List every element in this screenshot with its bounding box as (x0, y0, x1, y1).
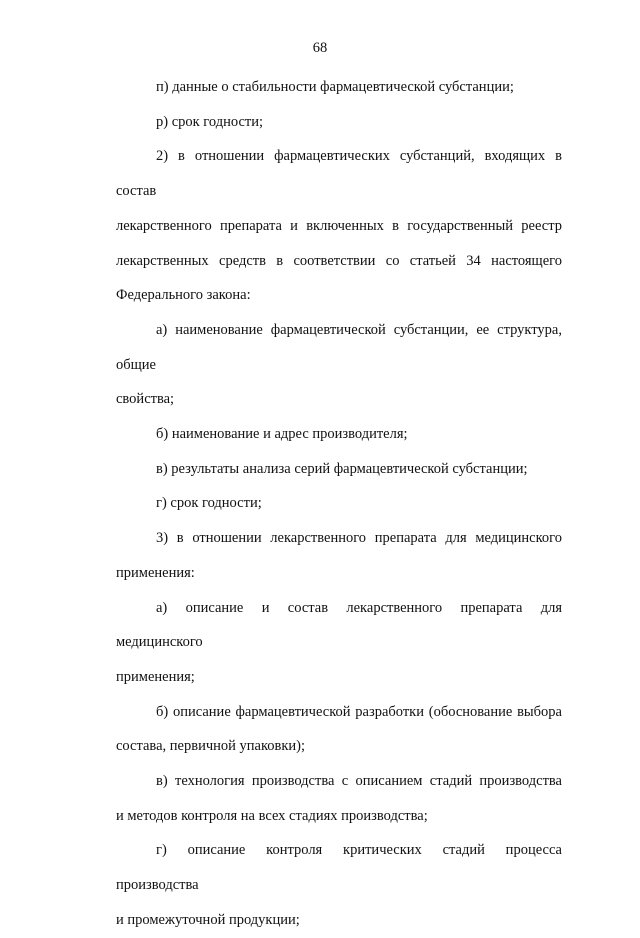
paragraph-line: б) описание фармацевтической разработки (обоснование выбора (156, 703, 562, 720)
paragraph-line: в) технология производства с описанием стадий производства (156, 773, 562, 790)
paragraph-line: в) результаты анализа серий фармацевтической субстанции; (156, 460, 528, 477)
paragraph-item-r (76, 105, 562, 140)
paragraph-line: р) срок годности; (156, 113, 264, 130)
paragraph-line: Федерального закона: (116, 287, 251, 304)
paragraph-line: лекарственных средств в соответствии со статьей 34 настоящего (116, 252, 562, 269)
paragraph-item-b (76, 695, 562, 764)
paragraph-line: а) описание и состав лекарственного препарата для медицинского (116, 599, 562, 651)
paragraph-line: 2) в отношении фармацевтических субстанций, входящих в состав (116, 148, 562, 200)
paragraph-item-v (76, 764, 562, 833)
paragraph-line: лекарственного препарата и включенных в государственный реестр (116, 217, 562, 234)
paragraph-line: п) данные о стабильности фармацевтической субстанции; (156, 79, 514, 95)
paragraph-item-b (76, 417, 562, 452)
page-number: 68 (312, 40, 328, 56)
paragraph-item-g (76, 486, 562, 521)
paragraph-line: 3) в отношении лекарственного препарата для медицинского (156, 530, 562, 547)
paragraph-item-v (76, 452, 562, 487)
paragraph-item-a (76, 591, 562, 695)
paragraph-line: состава, первичной упаковки); (116, 738, 306, 755)
paragraph-line: г) срок годности; (156, 495, 262, 512)
paragraph-line: г) описание контроля критических стадий процесса производства (116, 842, 562, 894)
paragraph-section-2 (76, 139, 562, 313)
paragraph-line: применения; (116, 668, 195, 685)
paragraph-item-a (76, 313, 562, 417)
paragraph-line: и методов контроля на всех стадиях производства; (116, 807, 428, 824)
paragraph-line: и промежуточной продукции; (116, 911, 300, 928)
paragraph-section-3 (76, 521, 562, 590)
paragraph-line: применения: (116, 564, 195, 581)
paragraph-item-p (76, 70, 562, 105)
document-body (76, 70, 562, 938)
paragraph-item-g (76, 833, 562, 937)
paragraph-line: б) наименование и адрес производителя; (156, 426, 408, 443)
paragraph-line: а) наименование фармацевтической субстанции, ее структура, общие (116, 321, 562, 373)
paragraph-line: свойства; (116, 391, 175, 408)
